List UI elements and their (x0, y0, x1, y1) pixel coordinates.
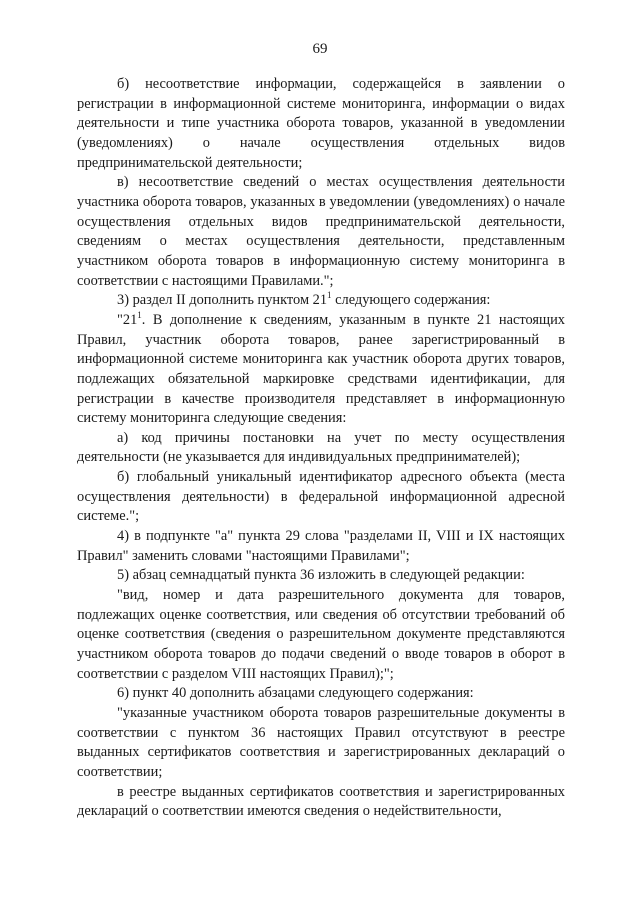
paragraph-clause-21-1 (77, 311, 565, 429)
paragraph-item-a-reason-code: а) код причины постановки на учет по месту осуществления деятельности (не указывается для индивидуальных предпринимателей); (77, 429, 565, 466)
document-body (77, 75, 565, 822)
paragraph-text: следующего содержания: (331, 292, 491, 309)
paragraph-item-4-subclause-29: 4) в подпункте "а" пункта 29 слова "разделами II, VIII и IX настоящих Правил" заменить словами "настоящими Правилами"; (77, 528, 565, 564)
paragraph-permits-absent: "указанные участником оборота товаров разрешительные документы в соответствии с пунктом 36 настоящих Правил отсутствуют в реестре выданных сертификатов соответствия и зарегистрированных деклараций о соответствии; (77, 705, 565, 780)
paragraph-text: 3) раздел II дополнить пунктом 21 (117, 292, 328, 309)
paragraph-item-3-section-ii (77, 291, 565, 311)
paragraph-item-5-clause-36: 5) абзац семнадцатый пункта 36 изложить в следующей редакции: (117, 567, 525, 584)
paragraph-registry-invalidity: в реестре выданных сертификатов соответствия и зарегистрированных деклараций о соответствии имеются сведения о недействительности, (77, 783, 565, 820)
page-number: 69 (312, 41, 328, 57)
paragraph-item-b-mismatch-information: б) несоответствие информации, содержащейся в заявлении о регистрации в информационной системе мониторинга, информации о видах деятельности и типе участника оборота товаров, указанной в уведомлении (уведомлениях) о начале осуществления отдельных видов предпринимательской деятельности; (77, 76, 565, 171)
paragraph-text: "21 (117, 311, 138, 328)
paragraph-text: . В дополнение к сведениям, указанным в пункте 21 настоящих Правил, участник оборота товаров, ранее зарегистрированный в информационной системе мониторинга как участник оборота других товаров, подлежащих обязательной маркировке средствами идентификации, для регистрации в качестве производителя представляет в информационную систему мониторинга следующие сведения: (77, 311, 565, 427)
paragraph-item-6-clause-40: 6) пункт 40 дополнить абзацами следующего содержания: (117, 685, 474, 702)
superscript-index: 1 (327, 290, 332, 301)
paragraph-item-b-global-identifier: б) глобальный уникальный идентификатор адресного объекта (места осуществления деятельности) в федеральной информационной адресной системе."; (77, 469, 565, 525)
paragraph-item-v-mismatch-locations: в) несоответствие сведений о местах осуществления деятельности участника оборота товаров, указанных в уведомлении (уведомлениях) о начале осуществления отдельных видов предпринимательской деятельности, сведениям о местах осуществления деятельности, представленным участником оборота товаров в информационную систему мониторинга в соответствии с настоящими Правилами."; (77, 174, 565, 289)
paragraph-permit-document: "вид, номер и дата разрешительного документа для товаров, подлежащих оценке соответствия, или сведения об отсутствии требований об оценке соответствия (сведения о разрешительном документе представляются участником оборота товаров до подачи сведений о вводе товаров в оборот в соответствии с разделом VIII настоящих Правил);"; (77, 587, 565, 682)
superscript-index: 1 (137, 309, 142, 320)
